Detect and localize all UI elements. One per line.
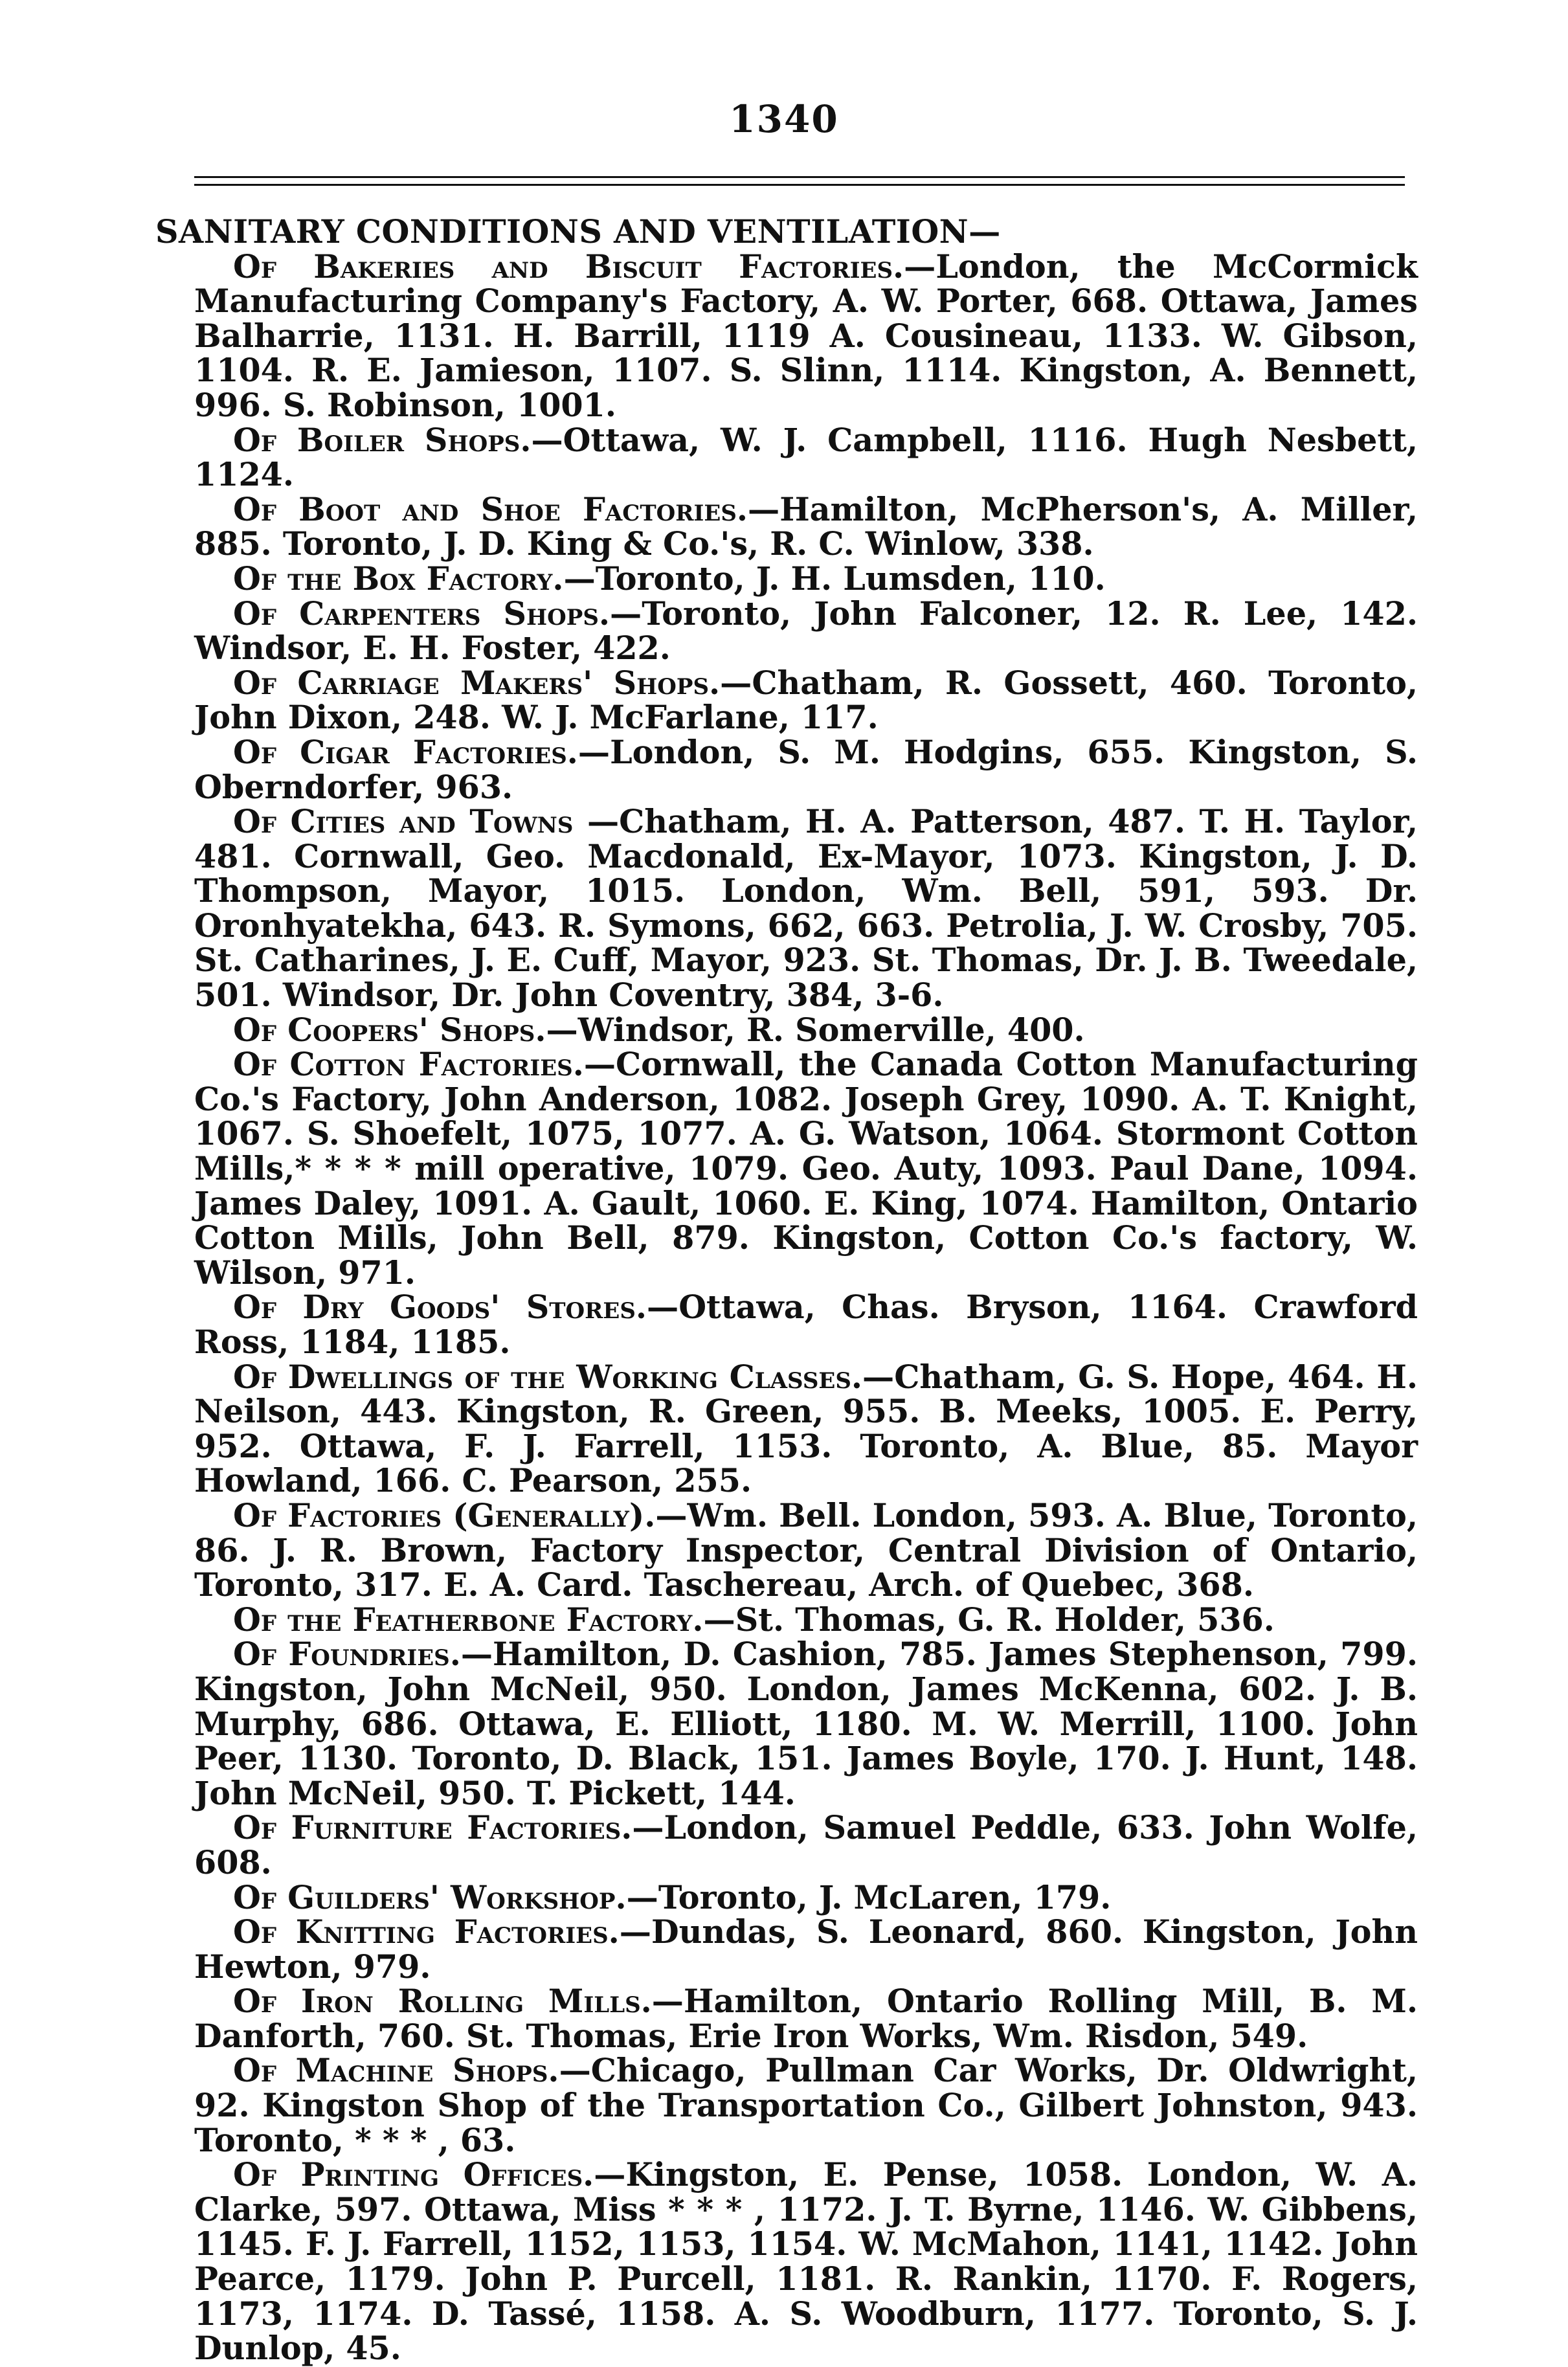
paragraph-heading: Of Machine Shops. <box>233 2052 559 2090</box>
paragraph-heading: Of Coopers' Shops. <box>233 1011 546 1049</box>
paragraph-heading: Of Cotton Factories. <box>233 1046 584 1084</box>
paragraph-text: —Chatham, G. S. Hope, 464. H. Neilson, 443. Kingston, R. Green, 955. B. Meeks, 1005. E. Perry, 952. Ottawa, F. J. Farrell, 1153. Toronto, A. Blue, 85. Mayor Howland, 166. C. Pearson, 255. <box>194 1358 1418 1500</box>
paragraph-text: —Wm. Bell. London, 593. A. Blue, Toronto, 86. J. R. Brown, Factory Inspector, Central Division of Ontario, Toronto, 317. E. A. Card. Taschereau, Arch. of Quebec, 368. <box>194 1496 1418 1604</box>
paragraph-heading: Of Iron Rolling Mills. <box>233 1982 652 2021</box>
paragraph-text: —Hamilton, D. Cashion, 785. James Stephenson, 799. Kingston, John McNeil, 950. London, James McKenna, 602. J. B. Murphy, 686. Ottawa, E. Elliott, 1180. M. W. Merrill, 1100. John Peer, 1130. Toronto, D. Black, 151. James Boyle, 170. J. Hunt, 148. John McNeil, 950. T. Pickett, 144. <box>194 1635 1418 1812</box>
paragraph-text: —Ottawa, Chas. Bryson, 1164. Crawford Ross, 1184, 1185. <box>194 1288 1418 1361</box>
paragraph-text: —London, Samuel Peddle, 633. John Wolfe, 608. <box>194 1809 1418 1881</box>
paragraph-text: —Toronto, J. H. Lumsden, 110. <box>563 559 1106 598</box>
paragraph-heading: Of Boiler Shops. <box>233 421 532 459</box>
paragraph-boiler-shops <box>155 423 1418 493</box>
paragraph-text: —Chatham, R. Gossett, 460. Toronto, John Dixon, 248. W. J. McFarlane, 117. <box>194 664 1418 737</box>
paragraph-factories-generally <box>155 1496 1418 1604</box>
paragraph-bakeries <box>155 247 1418 424</box>
paragraph-iron-rolling <box>155 1984 1418 2054</box>
paragraph-text: —Chicago, Pullman Car Works, Dr. Oldwright, 92. Kingston Shop of the Transportation Co., Gilbert Johnston, 943. Toronto, * * * , 63. <box>194 2052 1418 2159</box>
paragraph-dry-goods <box>155 1290 1418 1360</box>
paragraph-text: —Windsor, R. Somerville, 400. <box>546 1011 1085 1049</box>
paragraph-heading: Of Carpenters Shops. <box>233 594 610 633</box>
header-rule-bottom <box>194 184 1405 186</box>
paragraph-heading: Of the Box Factory. <box>233 559 564 598</box>
paragraph-featherbone <box>155 1600 1418 1639</box>
paragraph-coopers <box>155 1013 1418 1048</box>
paragraph-cigar-factories <box>155 735 1418 805</box>
paragraph-text: —Toronto, John Falconer, 12. R. Lee, 142. Windsor, E. H. Foster, 422. <box>194 594 1418 667</box>
paragraph-text: —Hamilton, Ontario Rolling Mill, B. M. Danforth, 760. St. Thomas, Erie Iron Works, Wm. Risdon, 549. <box>194 1982 1418 2055</box>
paragraph-text: —St. Thomas, G. R. Holder, 536. <box>703 1600 1275 1639</box>
paragraph-text: —Hamilton, McPherson's, A. Miller, 885. Toronto, J. D. King & Co.'s, R. C. Winlow, 338. <box>194 490 1418 563</box>
document-body <box>155 215 1418 2366</box>
paragraph-text: —Kingston, E. Pense, 1058. London, W. A. Clarke, 597. Ottawa, Miss * * * , 1172. J. T. Byrne, 1146. W. Gibbens, 1145. F. J. Farrell, 1152, 1153, 1154. W. McMahon, 1141, 1142. John Pearce, 1179. John P. Purcell, 1181. R. Rankin, 1170. F. Rogers, 1173, 1174. D. Tassé, 1158. A. S. Woodburn, 1177. Toronto, S. J. Dunlop, 45. <box>194 2156 1418 2367</box>
paragraph-carriage-makers <box>155 666 1418 735</box>
paragraph-heading: Of Boot and Shoe Factories. <box>233 490 748 528</box>
paragraph-heading: Of Factories (Generally). <box>233 1496 656 1534</box>
paragraph-text: —Toronto, J. McLaren, 179. <box>626 1878 1112 1916</box>
paragraph-heading: Of Bakeries and Biscuit Factories. <box>233 247 904 286</box>
paragraph-heading: Of Knitting Factories. <box>233 1913 620 1951</box>
header-rule-top <box>194 176 1405 178</box>
paragraph-printing-offices <box>155 2158 1418 2366</box>
paragraph-box-factory <box>155 559 1418 598</box>
paragraph-heading: Of Carriage Makers' Shops. <box>233 664 721 702</box>
paragraph-text: —London, the McCormick Manufacturing Company's Factory, A. W. Porter, 668. Ottawa, James Balharrie, 1131. H. Barrill, 1119 A. Cousineau, 1133. W. Gibson, 1104. R. E. Jamieson, 1107. S. Slinn, 1114. Kingston, A. Bennett, 996. S. Robinson, 1001. <box>194 247 1418 424</box>
paragraph-dwellings <box>155 1360 1418 1499</box>
paragraph-cities-towns <box>155 805 1418 1013</box>
paragraph-heading: Of Printing Offices. <box>233 2156 594 2194</box>
paragraph-text: —Chatham, H. A. Patterson, 487. T. H. Taylor, 481. Cornwall, Geo. Macdonald, Ex-Mayor, 1073. Kingston, J. D. Thompson, Mayor, 1015. London, Wm. Bell, 591, 593. Dr. Oronhyatekha, 643. R. Symons, 662, 663. Petrolia, J. W. Crosby, 705. St. Catharines, J. E. Cuff, Mayor, 923. St. Thomas, Dr. J. B. Tweedale, 501. Windsor, Dr. John Coventry, 384, 3-6. <box>194 803 1418 1015</box>
paragraph-text: —Ottawa, W. J. Campbell, 1116. Hugh Nesbett, 1124. <box>194 421 1418 494</box>
paragraph-heading: Of Guilders' Workshop. <box>233 1878 627 1916</box>
page-number: 1340 <box>729 97 839 141</box>
paragraph-heading: Of Dwellings of the Working Classes. <box>233 1358 863 1396</box>
section-title: SANITARY CONDITIONS AND VENTILATION— <box>155 213 1001 251</box>
paragraph-heading: Of Furniture Factories. <box>233 1809 633 1847</box>
paragraph-cotton-factories <box>155 1048 1418 1290</box>
paragraph-foundries <box>155 1637 1418 1811</box>
paragraph-carpenters <box>155 594 1418 667</box>
paragraph-text: —Dundas, S. Leonard, 860. Kingston, John Hewton, 979. <box>194 1913 1418 1986</box>
paragraph-text: —Cornwall, the Canada Cotton Manufacturing Co.'s Factory, John Anderson, 1082. Joseph Grey, 1090. A. T. Knight, 1067. S. Shoefelt, 1075, 1077. A. G. Watson, 1064. Stormont Cotton Mills,* * * * mill operative, 1079. Geo. Auty, 1093. Paul Dane, 1094. James Daley, 1091. A. Gault, 1060. E. King, 1074. Hamilton, Ontario Cotton Mills, John Bell, 879. Kingston, Cotton Co.'s factory, W. Wilson, 971. <box>194 1046 1418 1292</box>
paragraph-furniture <box>155 1811 1418 1880</box>
paragraph-boot-shoe <box>155 490 1418 563</box>
paragraph-text: —London, S. M. Hodgins, 655. Kingston, S. Oberndorfer, 963. <box>194 733 1418 806</box>
paragraph-heading: Of Dry Goods' Stores. <box>233 1288 647 1327</box>
paragraph-heading: Of Cities and Towns <box>233 803 574 841</box>
paragraph-heading: Of Cigar Factories. <box>233 733 578 771</box>
paragraph-knitting <box>155 1915 1418 1984</box>
paragraph-machine-shops <box>155 2054 1418 2158</box>
paragraph-guilders <box>155 1878 1418 1916</box>
paragraph-heading: Of Foundries. <box>233 1635 461 1674</box>
paragraph-heading: Of the Featherbone Factory. <box>233 1600 704 1639</box>
